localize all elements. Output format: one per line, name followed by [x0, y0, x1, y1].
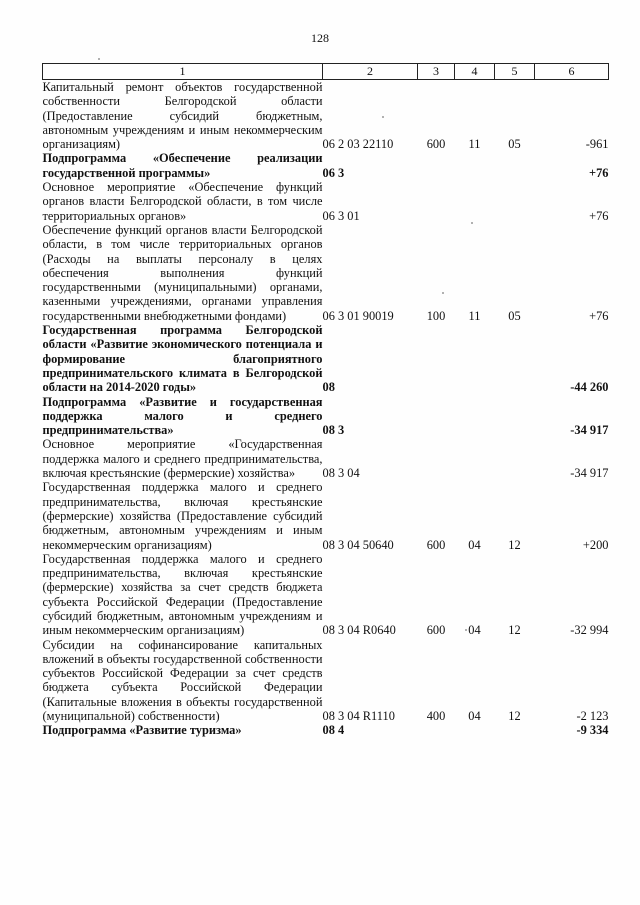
row-col-4	[455, 180, 495, 223]
row-code: 06 3 01	[322, 208, 360, 223]
scan-speck	[98, 58, 100, 60]
header-col-3: 3	[418, 64, 455, 80]
row-amount: +200	[582, 537, 609, 552]
row-col-5	[495, 437, 535, 480]
row-name: Обеспечение функций органов власти Белгородской области, в том числе территориальных органов (Расходы на выплаты персоналу в целях обеспечения выполнения функций государственными (муниципальными) органами, казенными учреждениями, органами управления государственными внебюджетными фондами)	[42, 222, 323, 323]
table-body	[43, 80, 609, 738]
table-row	[43, 638, 609, 724]
row-col-3	[418, 151, 455, 180]
scan-speck	[465, 629, 467, 631]
row-col-3	[418, 437, 455, 480]
row-amount: -34 917	[570, 466, 609, 481]
row-col-3: 400	[426, 709, 446, 724]
row-col-4	[455, 151, 495, 180]
row-amount: +76	[589, 165, 609, 180]
row-name: Государственная программа Белгородской области «Развитие экономического потенциала и формирование благоприятного предпринимательского климата в Белгородской области на 2014-2020 годы»	[42, 323, 323, 395]
row-col-3: 100	[426, 308, 446, 323]
row-name: Основное мероприятие «Обеспечение функций органов власти Белгородской области, в том числе территориальных органов»	[42, 180, 323, 223]
row-col-3: 600	[426, 623, 446, 638]
scan-speck	[442, 292, 444, 294]
row-code: 06 2 03 22110	[322, 137, 394, 152]
row-name: Субсидии на софинансирование капитальных вложений в объекты государственной собственности субъектов Российской Федерации за счет средств бюджета субъекта Российской Федерации (Капитальные вложения в объекты государственной (муниципальной) собственности)	[42, 637, 323, 724]
header-col-5: 5	[495, 64, 535, 80]
row-col-5: 12	[508, 623, 521, 638]
row-col-4: 04	[468, 623, 481, 638]
row-code: 08 3 04	[322, 466, 360, 481]
row-col-3: 600	[426, 537, 446, 552]
row-col-4: 04	[468, 537, 481, 552]
row-amount: -34 917	[570, 423, 609, 438]
row-col-3	[418, 323, 455, 394]
header-col-2: 2	[323, 64, 418, 80]
row-col-5	[495, 395, 535, 438]
row-code: 08	[322, 380, 335, 395]
row-col-4	[455, 323, 495, 394]
row-col-3	[418, 723, 455, 737]
table-row	[43, 80, 609, 152]
row-col-5	[495, 180, 535, 223]
row-code: 08 4	[322, 723, 345, 738]
row-name: Государственная поддержка малого и среднего предпринимательства, включая крестьянские (фермерские) хозяйства (Предоставление субсидий бюджетным, автономным учреждениям и иным некоммерческим организациям)	[42, 480, 323, 552]
row-col-4	[455, 723, 495, 737]
row-col-5	[495, 723, 535, 737]
table-header-row	[43, 64, 609, 80]
row-amount: -961	[585, 137, 609, 152]
table-row	[43, 395, 609, 438]
row-code: 08 3 04 50640	[322, 537, 394, 552]
row-col-4: 04	[468, 709, 481, 724]
row-col-5: 05	[508, 137, 521, 152]
scan-speck	[382, 116, 384, 118]
row-col-3	[418, 180, 455, 223]
row-name: Государственная поддержка малого и среднего предпринимательства, включая крестьянские (фермерские) хозяйства за счет средств бюджета субъекта Российской Федерации (Предоставление субсидий бюджетным, автономным учреждениям и иным некоммерческим организациям)	[42, 551, 323, 638]
row-code: 06 3 01 90019	[322, 308, 394, 323]
row-code: 08 3	[322, 423, 345, 438]
page-number: 128	[311, 31, 329, 45]
table-row	[43, 223, 609, 323]
table-row	[43, 480, 609, 551]
header-col-1: 1	[43, 64, 323, 80]
row-col-5: 12	[508, 709, 521, 724]
header-col-4: 4	[455, 64, 495, 80]
row-col-5: 05	[508, 308, 521, 323]
table-row	[43, 151, 609, 180]
row-col-3: 600	[426, 137, 446, 152]
row-name: Подпрограмма «Развитие туризма»	[42, 723, 242, 738]
row-amount: +76	[589, 308, 609, 323]
row-code: 08 3 04 R1110	[322, 709, 395, 724]
row-code: 06 3	[322, 165, 345, 180]
table-row	[43, 437, 609, 480]
row-amount: -2 123	[576, 709, 609, 724]
row-name: Подпрограмма «Развитие и государственная поддержка малого и среднего предпринимательства»	[42, 394, 323, 438]
table-row	[43, 323, 609, 394]
row-col-4	[455, 437, 495, 480]
scan-speck	[471, 222, 473, 224]
table-row	[43, 723, 609, 737]
header-col-6: 6	[535, 64, 609, 80]
budget-table	[42, 63, 609, 738]
row-name: Подпрограмма «Обеспечение реализации государственной программы»	[42, 151, 323, 180]
row-amount: -44 260	[570, 380, 609, 395]
row-code: 08 3 04 R0640	[322, 623, 396, 638]
row-col-3	[418, 395, 455, 438]
row-col-4: 11	[468, 137, 481, 152]
row-col-5	[495, 323, 535, 394]
row-amount: -9 334	[576, 723, 609, 738]
row-amount: +76	[589, 208, 609, 223]
row-col-5	[495, 151, 535, 180]
row-amount: -32 994	[570, 623, 609, 638]
row-name: Капитальный ремонт объектов государственной собственности Белгородской области (Предоставление субсидий бюджетным, автономным учреждениям и иным некоммерческим организациям)	[42, 80, 323, 152]
row-col-4: 11	[468, 308, 481, 323]
row-col-5: 12	[508, 537, 521, 552]
budget-table-container	[42, 63, 608, 738]
table-row	[43, 552, 609, 638]
table-row	[43, 180, 609, 223]
row-col-4	[455, 395, 495, 438]
row-name: Основное мероприятие «Государственная поддержка малого и среднего предпринимательства, включая крестьянские (фермерские) хозяйства»	[42, 437, 323, 481]
